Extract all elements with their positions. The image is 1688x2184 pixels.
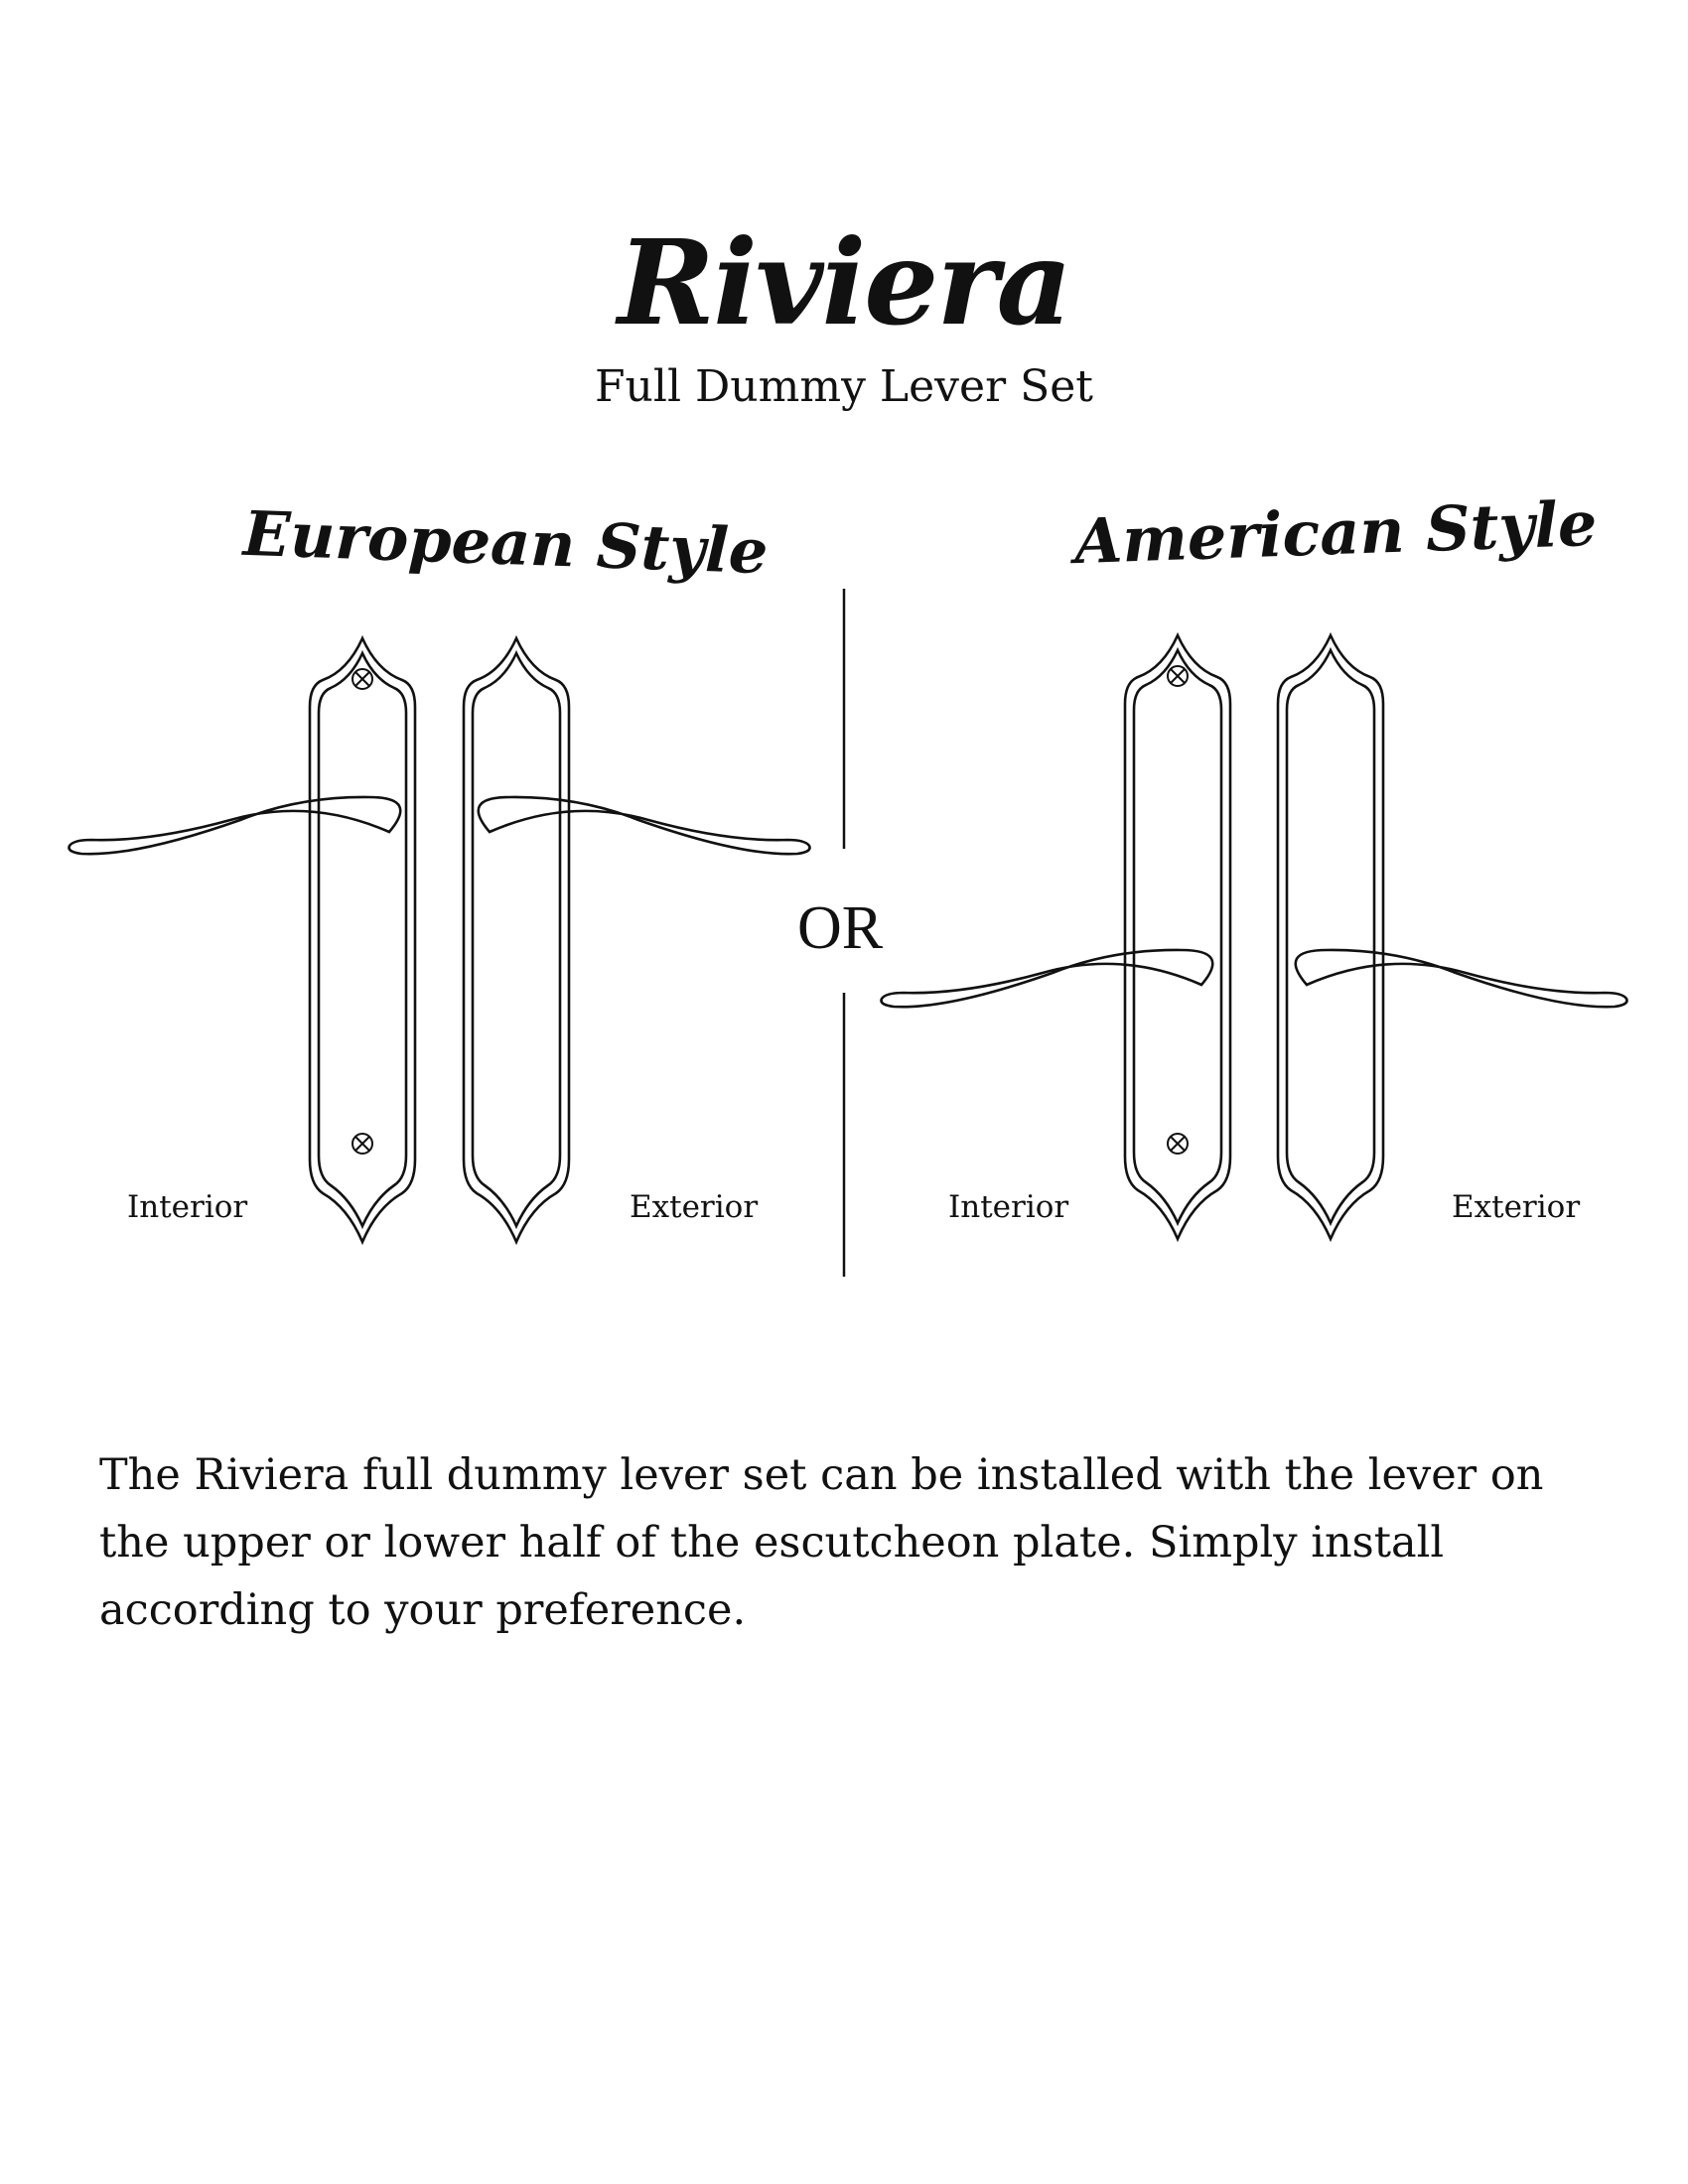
- american-interior-lever: [882, 950, 1213, 1007]
- american-interior-plate: [1125, 635, 1230, 1239]
- american-style-heading: American Style: [1072, 486, 1599, 579]
- american-exterior-lever: [1296, 950, 1627, 1007]
- screw-icon: [1168, 1134, 1188, 1154]
- product-title: Riviera: [618, 213, 1070, 351]
- screw-icon: [352, 669, 372, 689]
- american-exterior-label: Exterior: [1452, 1189, 1581, 1225]
- european-interior-plate: [310, 638, 415, 1242]
- screw-icon: [352, 1134, 372, 1154]
- product-subtitle: Full Dummy Lever Set: [595, 361, 1093, 412]
- european-exterior-plate: [464, 638, 569, 1242]
- european-style-heading: European Style: [241, 496, 770, 589]
- or-divider-label: OR: [797, 894, 884, 962]
- european-interior-lever: [70, 797, 401, 854]
- european-exterior-lever: [479, 797, 810, 854]
- installation-note: The Riviera full dummy lever set can be installed with the lever on the upper or lower half of the escutcheon plate. Simply install according to your preference.: [99, 1450, 1544, 1635]
- european-interior-label: Interior: [127, 1189, 248, 1225]
- american-interior-label: Interior: [948, 1189, 1069, 1225]
- european-exterior-label: Exterior: [630, 1189, 759, 1225]
- screw-icon: [1168, 666, 1188, 686]
- american-exterior-plate: [1278, 635, 1383, 1239]
